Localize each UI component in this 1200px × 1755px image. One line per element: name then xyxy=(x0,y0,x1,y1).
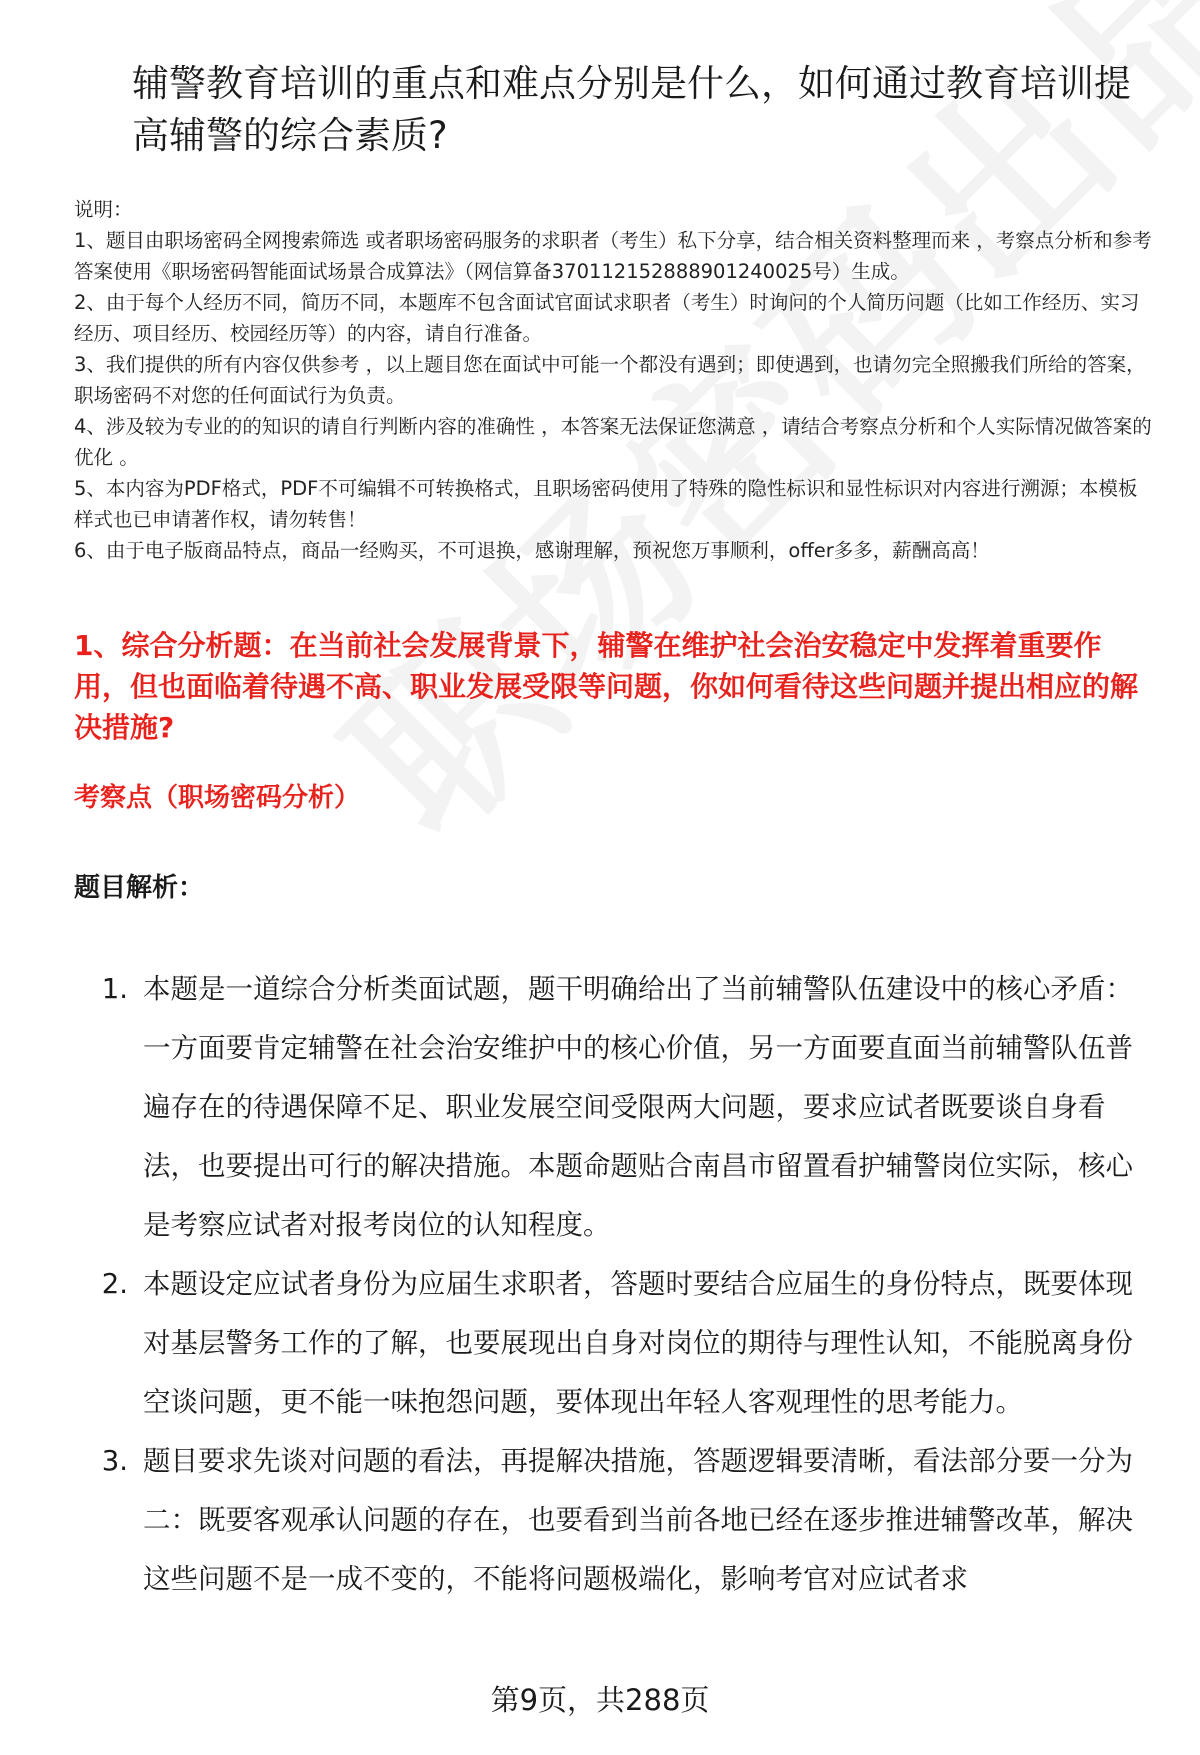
page-footer: 第9页，共288页 xyxy=(490,1683,710,1717)
list-number: 2. xyxy=(101,1268,128,1300)
note-item: 1、题目由职场密码全网搜索筛选 或者职场密码服务的求职者（考生）私下分享，结合相关资料整理而来 ，考察点分析和参考答案使用《职场密码智能面试场景合成算法》（网信算备370112152888901240025号）生成。 xyxy=(74,229,1152,283)
analysis-list xyxy=(74,960,1154,1609)
list-number: 3. xyxy=(101,1445,128,1477)
document-title: 辅警教育培训的重点和难点分别是什么，如何通过教育培训提高辅警的综合素质? xyxy=(132,62,1131,157)
list-item xyxy=(74,960,1154,1255)
note-item: 2、由于每个人经历不同，简历不同，本题库不包含面试官面试求职者（考生）时询问的个人简历问题（比如工作经历、实习经历、项目经历、校园经历等）的内容，请自行准备。 xyxy=(74,291,1140,345)
list-text: 题目要求先谈对问题的看法，再提解决措施，答题逻辑要清晰，看法部分要一分为二：既要客观承认问题的存在，也要看到当前各地已经在逐步推进辅警改革，解决这些问题不是一成不变的，不能将问题极端化，影响考官对应试者求 xyxy=(143,1445,1133,1595)
note-item: 4、涉及较为专业的的知识的请自行判断内容的准确性 ，本答案无法保证您满意 ，请结合考察点分析和个人实际情况做答案的优化 。 xyxy=(74,415,1152,469)
list-text: 本题设定应试者身份为应届生求职者，答题时要结合应届生的身份特点，既要体现对基层警务工作的了解，也要展现出自身对岗位的期待与理性认知，不能脱离身份空谈问题，更不能一味抱怨问题，要体现出年轻人客观理性的思考能力。 xyxy=(143,1268,1133,1418)
list-text: 本题是一道综合分析类面试题，题干明确给出了当前辅警队伍建设中的核心矛盾：一方面要肯定辅警在社会治安维护中的核心价值，另一方面要直面当前辅警队伍普遍存在的待遇保障不足、职业发展空间受限两大问题，要求应试者既要谈自身看法，也要提出可行的解决措施。本题命题贴合南昌市留置看护辅警岗位实际，核心是考察应试者对报考岗位的认知程度。 xyxy=(143,973,1133,1241)
list-item xyxy=(74,1432,1154,1609)
kaocha-heading: 考察点（职场密码分析） xyxy=(74,783,361,813)
question-heading: 1、综合分析题：在当前社会发展背景下，辅警在维护社会治安稳定中发挥着重要作用，但也面临着待遇不高、职业发展受限等问题，你如何看待这些问题并提出相应的解决措施? xyxy=(74,629,1139,744)
analysis-heading: 题目解析： xyxy=(74,873,205,903)
notes-section xyxy=(74,194,1154,566)
note-item: 3、我们提供的所有内容仅供参考 ，以上题目您在面试中可能一个都没有遇到；即使遇到，也请勿完全照搬我们所给的答案，职场密码不对您的任何面试行为负责。 xyxy=(74,353,1146,407)
note-item: 6、由于电子版商品特点，商品一经购买，不可退换，感谢理解，预祝您万事顺利，offer多多，薪酬高高！ xyxy=(74,539,990,562)
note-item: 5、本内容为PDF格式，PDF不可编辑不可转换格式，且职场密码使用了特殊的隐性标识和显性标识对内容进行溯源；本模板样式也已申请著作权，请勿转售！ xyxy=(74,477,1138,531)
notes-heading: 说明： xyxy=(74,198,133,221)
list-item xyxy=(74,1255,1154,1432)
list-number: 1. xyxy=(101,973,128,1005)
